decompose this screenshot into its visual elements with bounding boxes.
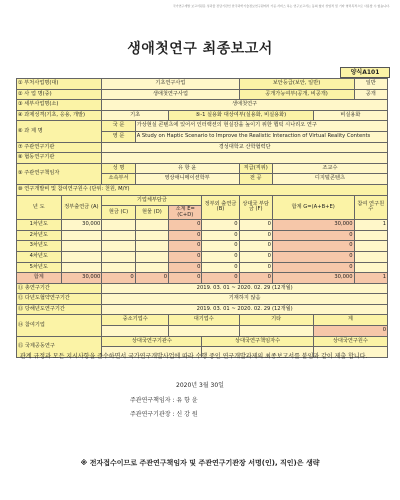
amount-e: 0 — [169, 220, 202, 231]
value: 생애첫연구사업 — [102, 89, 239, 100]
year-col: 년 도 — [17, 195, 62, 220]
amount-g: 0 — [272, 241, 354, 252]
amount-a: 30,000 — [61, 273, 102, 284]
label: ⑮ 국제공동연구 — [17, 336, 102, 357]
amount-f: 0 — [239, 251, 272, 262]
researchers — [354, 262, 388, 273]
intl-pi-label: 상대국연구책임자수 — [202, 336, 313, 347]
researchers: 1 — [354, 273, 388, 284]
label2: 공개가능여부(공개, 비공개) — [239, 89, 354, 100]
amount-e: 0 — [169, 273, 202, 284]
label: ③ 세부사업명(소) — [17, 100, 102, 111]
report-form-table — [16, 78, 388, 358]
row-total-period — [17, 283, 388, 294]
amount-c — [102, 241, 135, 252]
row-program — [17, 89, 388, 100]
pos: 조교수 — [272, 163, 387, 174]
major-label: 전 공 — [239, 174, 272, 185]
budget-total-row — [17, 273, 388, 284]
budget-row — [17, 220, 388, 231]
amount-e: 0 — [169, 251, 202, 262]
researchers — [354, 251, 388, 262]
sme-label: 중소기업수 — [102, 315, 169, 326]
footer-note: ※ 전자접수이므로 주관연구책임자 및 주관연구기관장 서명(인), 직인)은 생략 — [80, 459, 320, 467]
row-multiyear-period — [17, 294, 388, 305]
amount-c — [102, 230, 135, 241]
budget-row — [17, 251, 388, 262]
budget-row — [17, 230, 388, 241]
budget-row — [17, 262, 388, 273]
row-lead-org — [17, 142, 388, 153]
dept-label: 소속부서 — [102, 174, 135, 185]
amount-a — [61, 230, 102, 241]
major: 디지털콘텐츠 — [272, 174, 387, 185]
page-title: 생애첫연구 최종보고서 — [127, 41, 273, 57]
year: 5차년도 — [17, 262, 62, 273]
etc-label: 기타 — [239, 315, 313, 326]
row-ministry-program — [17, 79, 388, 90]
amount-b: 0 — [202, 241, 239, 252]
form-number: 양식A101 — [340, 67, 390, 78]
amount-g: 0 — [272, 251, 354, 262]
amount-a — [61, 241, 102, 252]
col-n: 참여 연구원수 — [354, 195, 388, 220]
amount-g: 0 — [272, 230, 354, 241]
row-companies-head — [17, 315, 388, 326]
name: 유 항 윤 — [135, 163, 239, 174]
row-character — [17, 110, 388, 121]
dept: 영상애니메이션학부 — [135, 174, 239, 185]
amount-b: 0 — [202, 273, 239, 284]
col-a: 정부출연금 (A) — [61, 195, 102, 220]
kor-label: 국 문 — [102, 121, 135, 132]
intl-res-label: 상대국연구원수 — [313, 336, 387, 347]
amount-e: 0 — [169, 262, 202, 273]
amount-g: 0 — [272, 262, 354, 273]
label: ⑦ 주관연구기관 — [17, 142, 102, 153]
row-intl-head — [17, 336, 388, 347]
value: 2019. 03. 01 ~ 2020. 02. 29 (12개월) — [102, 304, 388, 315]
col-f: 상대국 부담금 (F) — [239, 195, 272, 220]
amount-a: 30,000 — [61, 220, 102, 231]
value — [102, 153, 388, 164]
researchers: 1 — [354, 220, 388, 231]
amount-c — [102, 251, 135, 262]
amount-c — [102, 220, 135, 231]
label: ⑭ 참여기업 — [17, 315, 102, 336]
amount-b: 0 — [202, 220, 239, 231]
row-pi-1 — [17, 163, 388, 174]
kor-title: 가상현실 콘텐츠에 있어서 인터랙션의 현실감을 높이기 위한 햅틱 시나리오 연구 — [135, 121, 387, 132]
large-value — [169, 326, 239, 337]
col-b: 정부외 출연금 (B) — [202, 195, 239, 220]
row-year-period — [17, 304, 388, 315]
large-label: 대기업수 — [169, 315, 239, 326]
value2: 일반 — [354, 79, 388, 90]
amount-d — [135, 220, 168, 231]
amount-b: 0 — [202, 230, 239, 241]
label: ④ 과제성격(기초, 응용, 개발) — [17, 110, 102, 121]
label: ② 사 업 명(중) — [17, 89, 102, 100]
col-d: 현물 (D) — [135, 206, 168, 220]
year: 4차년도 — [17, 251, 62, 262]
amount-c: 0 — [102, 273, 135, 284]
budget-row — [17, 241, 388, 252]
amount-g: 30,000 — [272, 273, 354, 284]
value: 기초연구사업 — [102, 79, 239, 90]
row-subprogram — [17, 100, 388, 111]
label: ⑧ 협동연구기관 — [17, 153, 102, 164]
researchers — [354, 230, 388, 241]
amount-d — [135, 230, 168, 241]
value: 기재하지 않음 — [102, 294, 388, 305]
value2: 비실용화 — [313, 110, 387, 121]
signer-head: 주관연구기관장 : 신 강 원 — [130, 411, 198, 418]
top-notice: 국가연구개발 보고서원문 성과물 전담기관인 한국과학기술정보연구원에서 가공·서비스 하는 연구보고서는 동의 없이 상업적 및 기타 영리목적으로 사용할 수 없습니다. — [172, 4, 390, 8]
row-budget-header — [17, 184, 388, 195]
amount-f: 0 — [239, 220, 272, 231]
row-coop-org — [17, 153, 388, 164]
declaration-text: 관계 규정과 모든 지시사항을 준수하면서 국가연구개발사업에 따라 수행 중인 연구개발과제의 최종보고서를 붙임과 같이 제출 합니다. — [20, 353, 368, 360]
sum-label: 계 — [313, 315, 387, 326]
amount-c — [102, 262, 135, 273]
sme-value — [102, 326, 169, 337]
value: 기초 — [102, 110, 169, 121]
year: 합계 — [17, 273, 62, 284]
row-title-kor — [17, 121, 388, 132]
amount-d — [135, 262, 168, 273]
gov-group: 기업체부담금 — [102, 195, 202, 206]
signer-pi: 주관연구책임자 : 유 항 윤 — [130, 397, 198, 404]
intl-org-label: 상대국연구기관수 — [102, 336, 202, 347]
amount-f: 0 — [239, 230, 272, 241]
value: 2019. 03. 01 ~ 2020. 02. 29 (12개월) — [102, 283, 388, 294]
amount-a — [61, 262, 102, 273]
label: ① 부처사업명(대) — [17, 79, 102, 90]
amount-b: 0 — [202, 251, 239, 262]
amount-f: 0 — [239, 262, 272, 273]
amount-f: 0 — [239, 241, 272, 252]
label: ⑬ 당해년도연구기간 — [17, 304, 102, 315]
name-label: 성 명 — [102, 163, 135, 174]
sum-value: 0 — [313, 326, 387, 337]
year: 2차년도 — [17, 230, 62, 241]
year: 1차년도 — [17, 220, 62, 231]
label2: ⑤-1 실용화 대상여부(실용화, 비실용화) — [169, 110, 314, 121]
eng-title: A Study on Haptic Scenario to Improve the Realistic Interaction of Virtual Reality Contents — [135, 131, 387, 142]
amount-d — [135, 251, 168, 262]
amount-f: 0 — [239, 273, 272, 284]
label: ⑥ 과 제 명 — [17, 121, 102, 142]
row-budget-cols-1 — [17, 195, 388, 206]
value: 생애첫연구 — [102, 100, 388, 111]
label: ⑫ 다년도협약연구기간 — [17, 294, 102, 305]
amount-a — [61, 251, 102, 262]
col-g: 합계 G=(A+B+E) — [272, 195, 354, 220]
col-e: 소계 E=(C+D) — [169, 206, 202, 220]
col-c: 현금 (C) — [102, 206, 135, 220]
submission-date: 2020년 3월 30일 — [176, 382, 224, 389]
label2: 보안등급(보안, 일반) — [239, 79, 354, 90]
budget-header: ⑩ 연구개발비 및 참여연구원수 (단위: 천원, M/Y) — [17, 184, 388, 195]
eng-label: 영 문 — [102, 131, 135, 142]
researchers — [354, 241, 388, 252]
etc-value — [239, 326, 313, 337]
amount-g: 30,000 — [272, 220, 354, 231]
label: ⑪ 총연구기간 — [17, 283, 102, 294]
amount-d — [135, 241, 168, 252]
pos-label: 직급(직위) — [239, 163, 272, 174]
value: 경성대학교 산학협력단 — [102, 142, 388, 153]
amount-b: 0 — [202, 262, 239, 273]
amount-e: 0 — [169, 230, 202, 241]
amount-e: 0 — [169, 241, 202, 252]
value2: 공개 — [354, 89, 388, 100]
amount-d: 0 — [135, 273, 168, 284]
year: 3차년도 — [17, 241, 62, 252]
label: ⑨ 주관연구책임자 — [17, 163, 102, 184]
